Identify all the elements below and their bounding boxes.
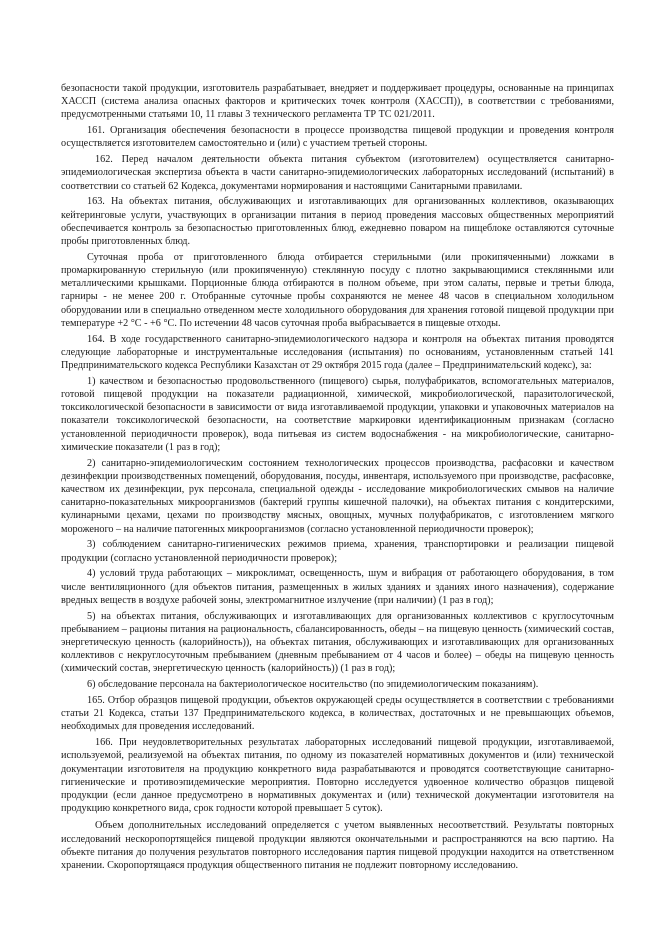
paragraph-162: 162. Перед началом деятельности объекта питания субъектом (изготовителем) осуществляется санитарно-эпидемиологическая экспертиза объекта в части санитарно-эпидемиологических лабораторных исследований (испытаний) в соответствии со статьей 62 Кодекса, документами нормирования и настоящими Санитарными правилами. <box>61 154 614 192</box>
paragraph-163: 163. На объектах питания, обслуживающих и изготавливающих для организованных коллективов, оказывающих кейтеринговые услуги, участвующих в организации питания в период проведения массовых общественных мероприятий обеспечивается контроль за безопасностью приготовленных блюд, ежедневно поваром на пищеблоке оставляются суточные пробы приготовленных блюд. <box>61 196 614 248</box>
paragraph-daily-sample: Суточная проба от приготовленного блюда отбирается стерильными (или прокипяченными) ложками в промаркированную стерильную (или прокипяченную) стеклянную посуду с плотно закрывающимися стеклянными или металлическими крышками. Порционные блюда отбираются в полном объеме, при этом салаты, первые и третьи блюда, гарниры - не менее 200 г. Отобранные суточные пробы сохраняются не менее 48 часов в специальном холодильном оборудовании или в специально отведенном месте холодильного оборудования для хранения готовой пищевой продукции при температуре +2 °С - +6 °С. По истечении 48 часов суточная проба выбрасывается в пищевые отходы. <box>61 251 614 329</box>
list-item-164-1: 1) качеством и безопасностью продовольственного (пищевого) сырья, полуфабрикатов, вспомогательных материалов, готовой пищевой продукции на показатели радиационной, химической, микробиологической, паразитологической, токсикологической безопасности в зависимости от вида изготавливаемой продукции, упаковки и упаковочных материалов на показатели токсикологической безопасности, на соответствие маркировки идентификационным признакам (согласно установленной периодичности проверок), вода питьевая из систем водоснабжения - на микробиологические, санитарно-химические показатели (1 раз в год); <box>61 375 614 453</box>
paragraph-haccp-continuation: безопасности такой продукции, изготовитель разрабатывает, внедряет и поддерживает процедуры, основанные на принципах ХАССП (система анализа опасных факторов и критических точек контроля (ХАССП)), в соответствии с требованиями, предусмотренными статьями 10, 11 главы 3 технического регламента ТР ТС 021/2011. <box>61 83 614 121</box>
list-item-164-3: 3) соблюдением санитарно-гигиенических режимов приема, хранения, транспортировки и реализации пищевой продукции (согласно установленной периодичности проверок); <box>61 539 614 564</box>
paragraph-166: 166. При неудовлетворительных результатах лабораторных исследований пищевой продукции, изготавливаемой, используемой, реализуемой на объектах питания, по одному из показателей нормативных документов и (или) технической документации изготовителя на продукцию конкретного вида разрабатываются и проводятся соответствующие санитарно-гигиенические и противоэпидемические мероприятия. Повторно исследуется удвоенное количество образцов пищевой продукции (если данное предусмотрено в нормативных документах и (или) технической документации изготовителя на продукцию конкретного вида, срок годности которой превышает 5 суток). <box>61 737 614 815</box>
paragraph-161: 161. Организация обеспечения безопасности в процессе производства пищевой продукции и проведения контроля осуществляется изготовителем самостоятельно и (или) с участием третьей стороны. <box>61 125 614 150</box>
list-item-164-4: 4) условий труда работающих – микроклимат, освещенность, шум и вибрация от работающего оборудования, в том числе вентиляционного (для объектов питания, размещенных в жилых зданиях и зданиях иного назначения), содержание вредных веществ в воздухе рабочей зоны, электромагнитное излучение (при наличии) (1 раз в год); <box>61 568 614 606</box>
paragraph-165: 165. Отбор образцов пищевой продукции, объектов окружающей среды осуществляется в соответствии с требованиями статьи 21 Кодекса, статьи 137 Предпринимательского кодекса, в количествах, достаточных и не превышающих объемов, необходимых для проведения исследований. <box>61 695 614 733</box>
paragraph-164: 164. В ходе государственного санитарно-эпидемиологического надзора и контроля на объектах питания проводятся следующие лабораторные и инструментальные исследования (испытания) по основаниям, установленным статьей 141 Предпринимательского кодекса Республики Казахстан от 29 октября 2015 года (далее – Предпринимательский кодекс), за: <box>61 333 614 372</box>
paragraph-additional-research: Объем дополнительных исследований определяется с учетом выявленных несоответствий. Результаты повторных исследований нескоропортящейся пищевой продукции являются окончательными и распространяются на всю партию. На объекте питания до получения результатов повторного исследования партия пищевой продукции находится на ответственном хранении. Скоропортящаяся продукция общественного питания не подлежит повторному исследованию. <box>61 820 614 872</box>
list-item-164-5: 5) на объектах питания, обслуживающих и изготавливающих для организованных коллективов с круглосуточным пребыванием – рационы питания на рациональность, сбалансированность, обеды – на пищевую ценность (химический состав, энергетическую ценность (калорийность)), на объектах питания, обслуживающих и изготавливающих для организованных коллективов с некруглосуточным пребыванием (дневным пребыванием от 4 часов и более) – обеды на пищевую ценность (химический состав, энергетическую ценность (калорийность)) (1 раз в год); <box>61 610 614 675</box>
list-item-164-6: 6) обследование персонала на бактериологическое носительство (по эпидемиологическим показаниям). <box>87 679 539 691</box>
list-item-164-2: 2) санитарно-эпидемиологическим состоянием технологических процессов производства, расфасовки и качеством дезинфекции производственных помещений, оборудования, посуды, инвентаря, используемого при производстве, расфасовке, качеством их дезинфекции, рук персонала, специальной одежды - исследование микробиологических смывов на наличие санитарно-показательных микроорганизмов (бактерий группы кишечной палочки), на объектах питания с кондитерскими, кулинарными цехами, цехами по производству мясных, овощных, мучных полуфабрикатов, с изготовлением мягкого мороженого – на наличие патогенных микроорганизмов (согласно установленной периодичности проверок); <box>61 457 614 535</box>
